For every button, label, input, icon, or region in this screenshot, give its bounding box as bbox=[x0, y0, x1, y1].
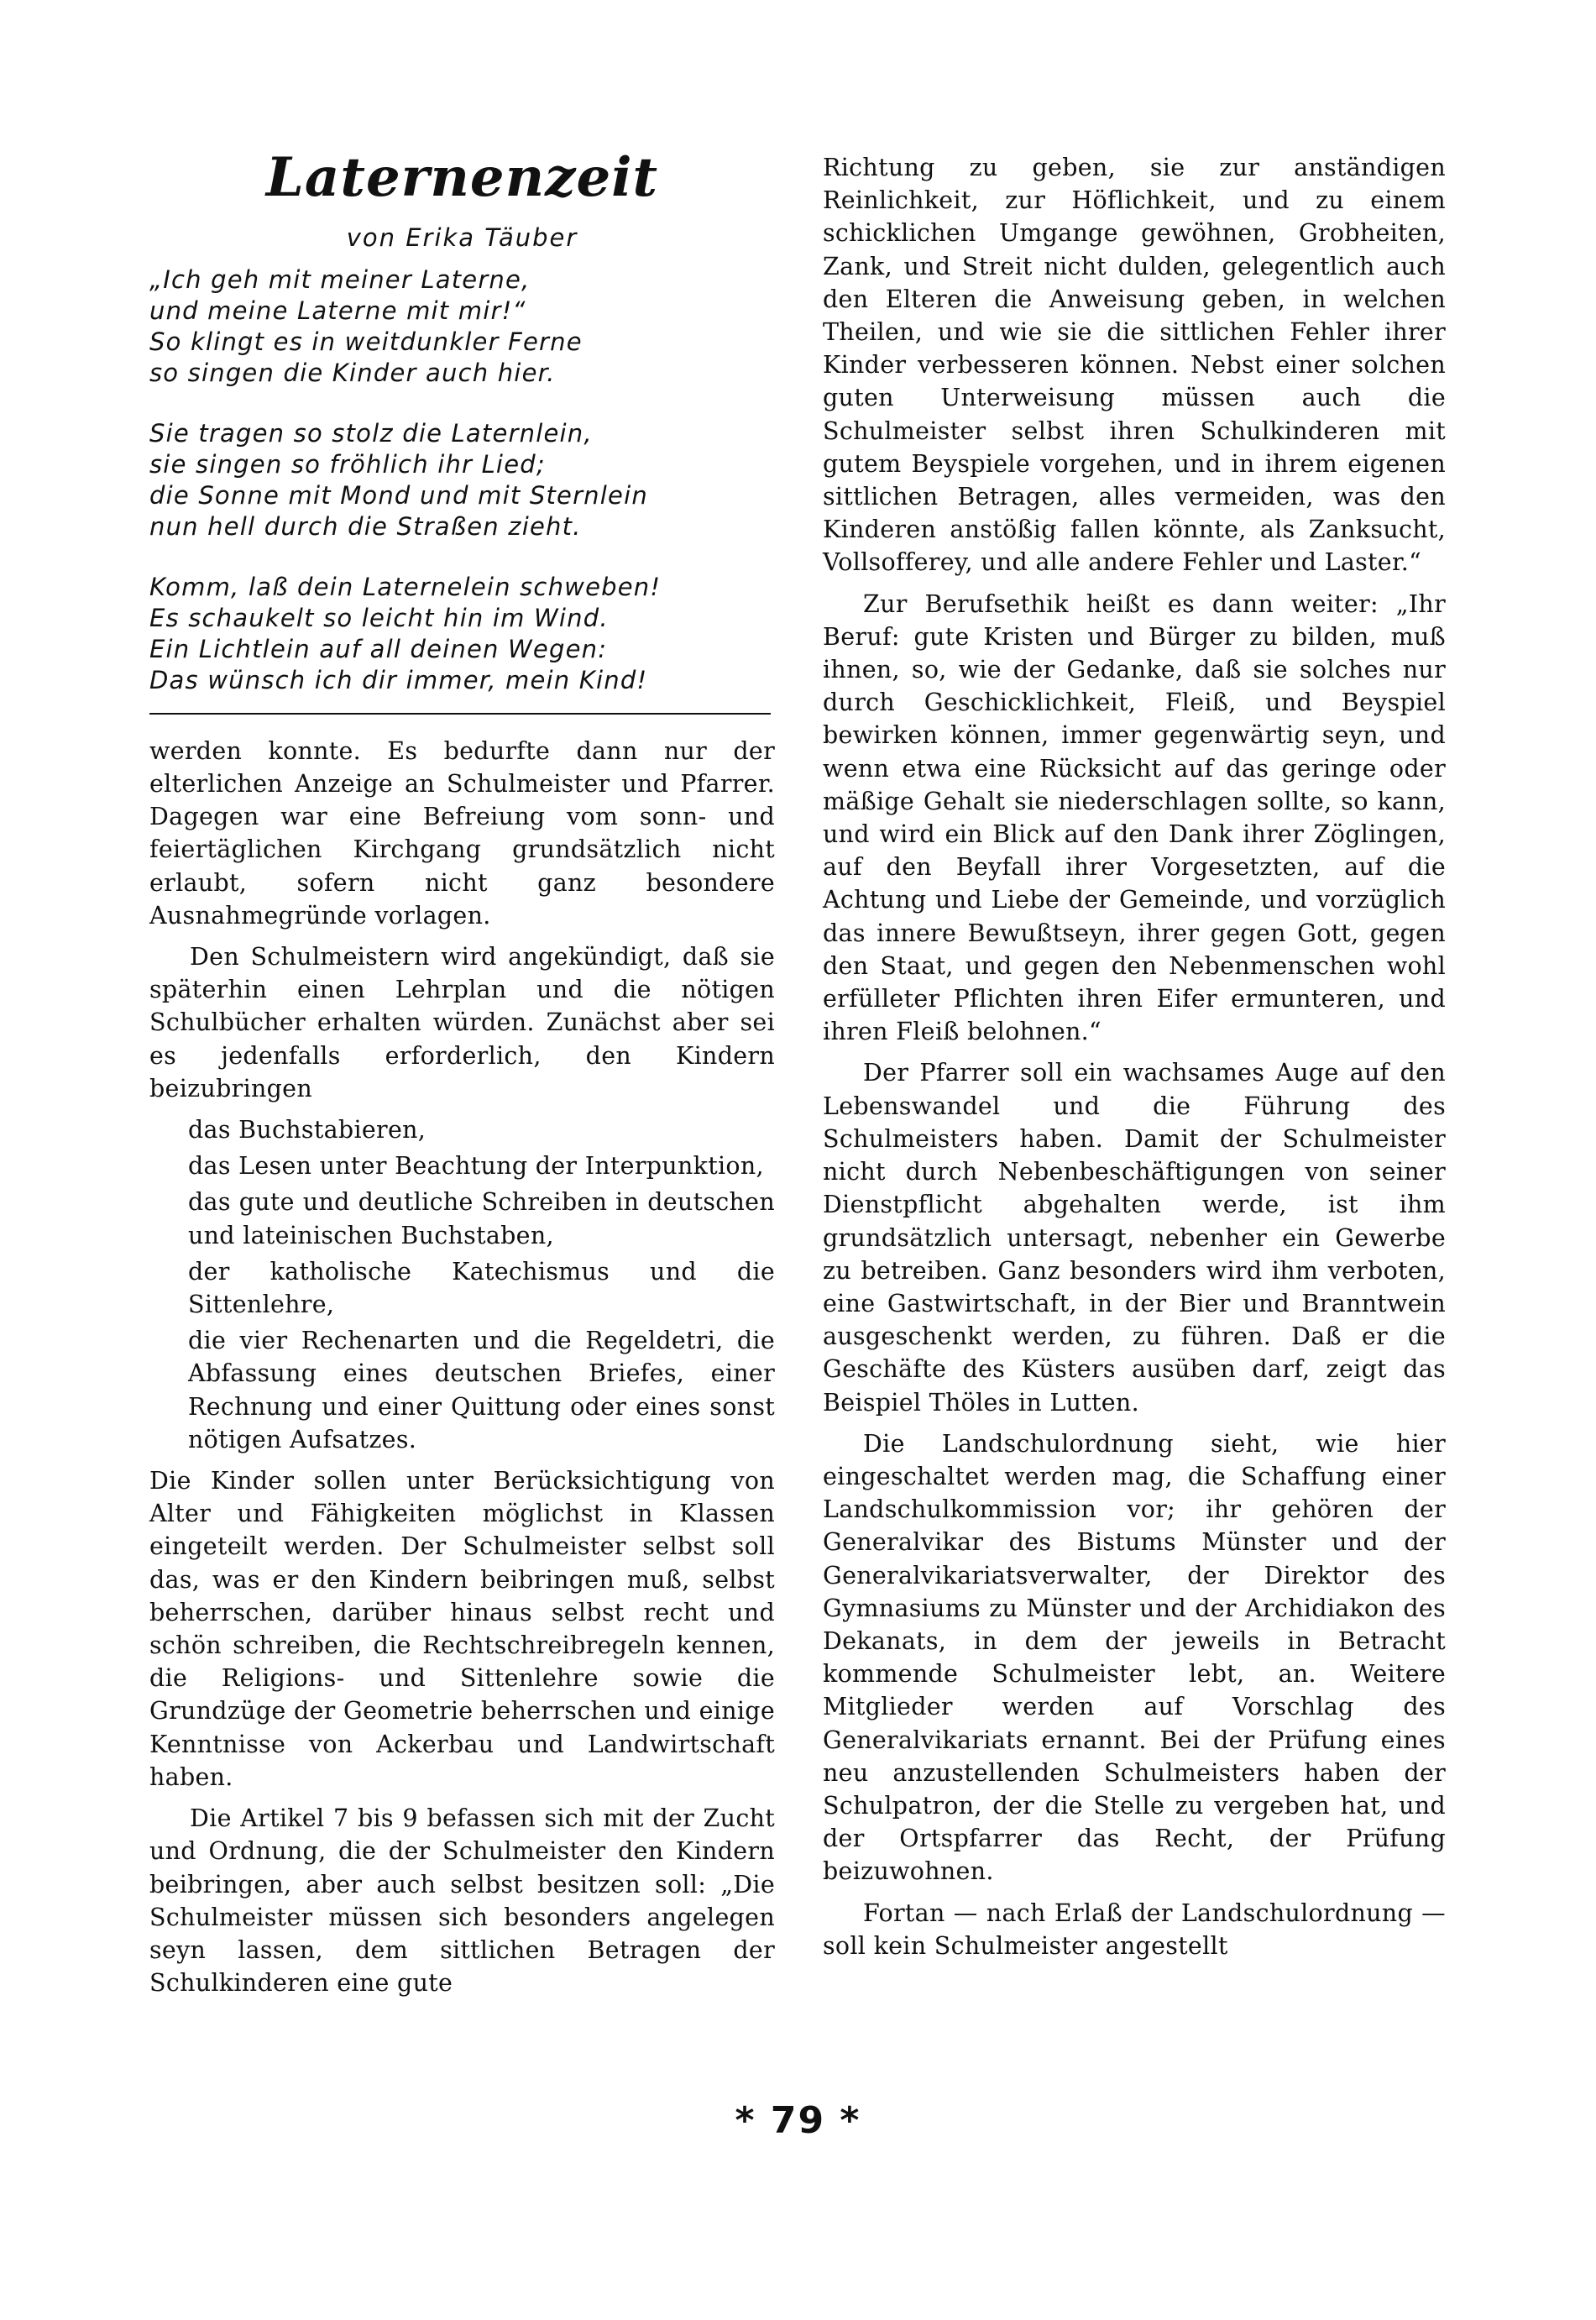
poem-stanza-1 bbox=[149, 264, 775, 389]
page-number: * 79 * bbox=[735, 2099, 861, 2142]
poem-stanza-2 bbox=[149, 418, 775, 542]
body-paragraph: Zur Berufsethik heißt es dann weiter: „Ihr Beruf: gute Kristen und Bürger zu bilden, muß ihnen, so, wie der Gedanke, daß sie solches nur durch Geschicklichkeit, Fleiß, und Beyspiel bewirken können, immer gegenwärtig seyn, und wenn etwa eine Rücksicht auf das geringe oder mäßige Gehalt sie niederschlagen sollte, so kann, und wird ein Blick auf den Dank ihrer Zöglingen, auf den Beyfall ihrer Vorgesetzten, auf die Achtung und Liebe der Gemeinde, und vorzüglich das innere Bewußtseyn, ihrer gegen Gott, gegen den Staat, und gegen den Nebenmenschen wohl erfülleter Pflichten ihren Eifer ermunteren, und ihren Fleiß belohnen.“ bbox=[823, 589, 1446, 1046]
poem-line: nun hell durch die Straßen zieht. bbox=[149, 511, 582, 541]
body-paragraph: Den Schulmeistern wird angekündigt, daß sie späterhin einen Lehrplan und die nötigen Schulbücher erhalten würden. Zunächst aber sei es jedenfalls erforderlich, den Kindern beizubringen bbox=[149, 943, 775, 1102]
body-paragraph: Die Kinder sollen unter Berücksichtigung von Alter und Fähigkeiten möglichst in Klassen eingeteilt werden. Der Schulmeister selbst soll das, was er den Kindern beibringen muß, selbst beherrschen, darüber hinaus selbst recht und schön schreiben, die Rechtschreibregeln kennen, die Religions- und Sittenlehre sowie die Grundzüge der Geometrie beherrschen und einige Kenntnisse von Ackerbau und Landwirtschaft haben. bbox=[149, 1467, 775, 1791]
left-column bbox=[149, 146, 775, 2008]
curriculum-list bbox=[188, 1113, 775, 1456]
list-item: die vier Rechenarten und die Regeldetri, die Abfassung eines deutschen Briefes, einer Rechnung und einer Quittung oder eines sonst nötigen Aufsatzes. bbox=[188, 1327, 775, 1453]
poem-stanza-3 bbox=[149, 572, 775, 696]
list-item: der katholische Katechismus und die Sittenlehre, bbox=[188, 1257, 775, 1319]
poem bbox=[149, 146, 775, 696]
body-paragraph: Die Artikel 7 bis 9 befassen sich mit der Zucht und Ordnung, die der Schulmeister den Kindern beibringen, aber auch selbst besitzen soll: „Die Schulmeister müssen sich besonders angelegen seyn lassen, dem sittlichen Betragen der Schulkinderen eine gute bbox=[149, 1804, 775, 1998]
body-paragraph: Die Landschulordnung sieht, wie hier eingeschaltet werden mag, die Schaffung einer Landschulkommission vor; ihr gehören der Generalvikar des Bistums Münster und der Generalvikariatsverwalter, der Direktor des Gymnasiums zu Münster und der Archidiakon des Dekanats, in dem der jeweils in Betracht kommende Schulmeister lebt, an. Weitere Mitglieder werden auf Vorschlag des Generalvikariats ernannt. Bei der Prüfung eines neu anzustellenden Schulmeisters haben der Schulpatron, der die Stelle zu vergeben hat, und der Ortspfarrer das Recht, der Prüfung beizuwohnen. bbox=[823, 1429, 1446, 1886]
poem-line: sie singen so fröhlich ihr Lied; bbox=[149, 449, 546, 479]
poem-line: Sie tragen so stolz die Laternlein, bbox=[149, 418, 593, 448]
poem-line: und meine Laterne mit mir!“ bbox=[149, 296, 526, 325]
right-column bbox=[823, 151, 1446, 1971]
poem-line: So klingt es in weitdunkler Ferne bbox=[149, 327, 583, 356]
poem-line: Ein Lichtlein auf all deinen Wegen: bbox=[149, 634, 608, 663]
poem-line: so singen die Kinder auch hier. bbox=[149, 358, 556, 387]
body-paragraph: Der Pfarrer soll ein wachsames Auge auf den Lebenswandel und die Führung des Schulmeisters haben. Damit der Schulmeister nicht durch Nebenbeschäftigungen von seiner Dienstpflicht abgehalten werde, ist ihm grundsätzlich untersagt, nebenher ein Gewerbe zu betreiben. Ganz besonders wird ihm verboten, eine Gastwirtschaft, in der Bier und Branntwein ausgeschenkt werden, zu führen. Daß er die Geschäfte des Küsters ausüben darf, zeigt das Beispiel Thöles in Lutten. bbox=[823, 1059, 1446, 1417]
poem-line: die Sonne mit Mond und mit Sternlein bbox=[149, 480, 648, 510]
poem-line: „Ich geh mit meiner Laterne, bbox=[149, 264, 531, 294]
body-paragraph: Richtung zu geben, sie zur anständigen Reinlichkeit, zur Höflichkeit, und zu einem schicklichen Umgange gewöhnen, Grobheiten, Zank, und Streit nicht dulden, gelegentlich auch den Elteren die Anweisung geben, in welchen Theilen, und wie sie die sittlichen Fehler ihrer Kinder verbesseren können. Nebst einer solchen guten Unterweisung müssen auch die Schulmeister selbst ihren Schulkinderen mit gutem Beyspiele vorgehen, und in ihrem eigenen sittlichen Betragen, alles vermeiden, was den Kinderen anstößig fallen könnte, als Zanksucht, Vollsofferey, und alle andere Fehler und Laster.“ bbox=[823, 154, 1446, 577]
list-item: das gute und deutliche Schreiben in deutschen und lateinischen Buchstaben, bbox=[188, 1188, 775, 1249]
list-item: das Buchstabieren, bbox=[188, 1116, 426, 1144]
poem-author: von Erika Täuber bbox=[346, 223, 578, 252]
poem-divider bbox=[149, 713, 771, 715]
poem-line: Es schaukelt so leicht hin im Wind. bbox=[149, 603, 609, 632]
poem-line: Das wünsch ich dir immer, mein Kind! bbox=[149, 665, 648, 694]
poem-line: Komm, laß dein Laternelein schweben! bbox=[149, 572, 662, 601]
list-item: das Lesen unter Beachtung der Interpunktion, bbox=[188, 1152, 764, 1181]
poem-title: Laternenzeit bbox=[265, 146, 659, 209]
body-paragraph: Fortan — nach Erlaß der Landschulordnung — soll kein Schulmeister angestellt bbox=[823, 1898, 1446, 1960]
body-paragraph: werden konnte. Es bedurfte dann nur der elterlichen Anzeige an Schulmeister und Pfarrer. Dagegen war eine Befreiung vom sonn- und feiertäglichen Kirchgang grundsätzlich nicht erlaubt, sofern nicht ganz besondere Ausnahmegründe vorlagen. bbox=[149, 736, 775, 930]
